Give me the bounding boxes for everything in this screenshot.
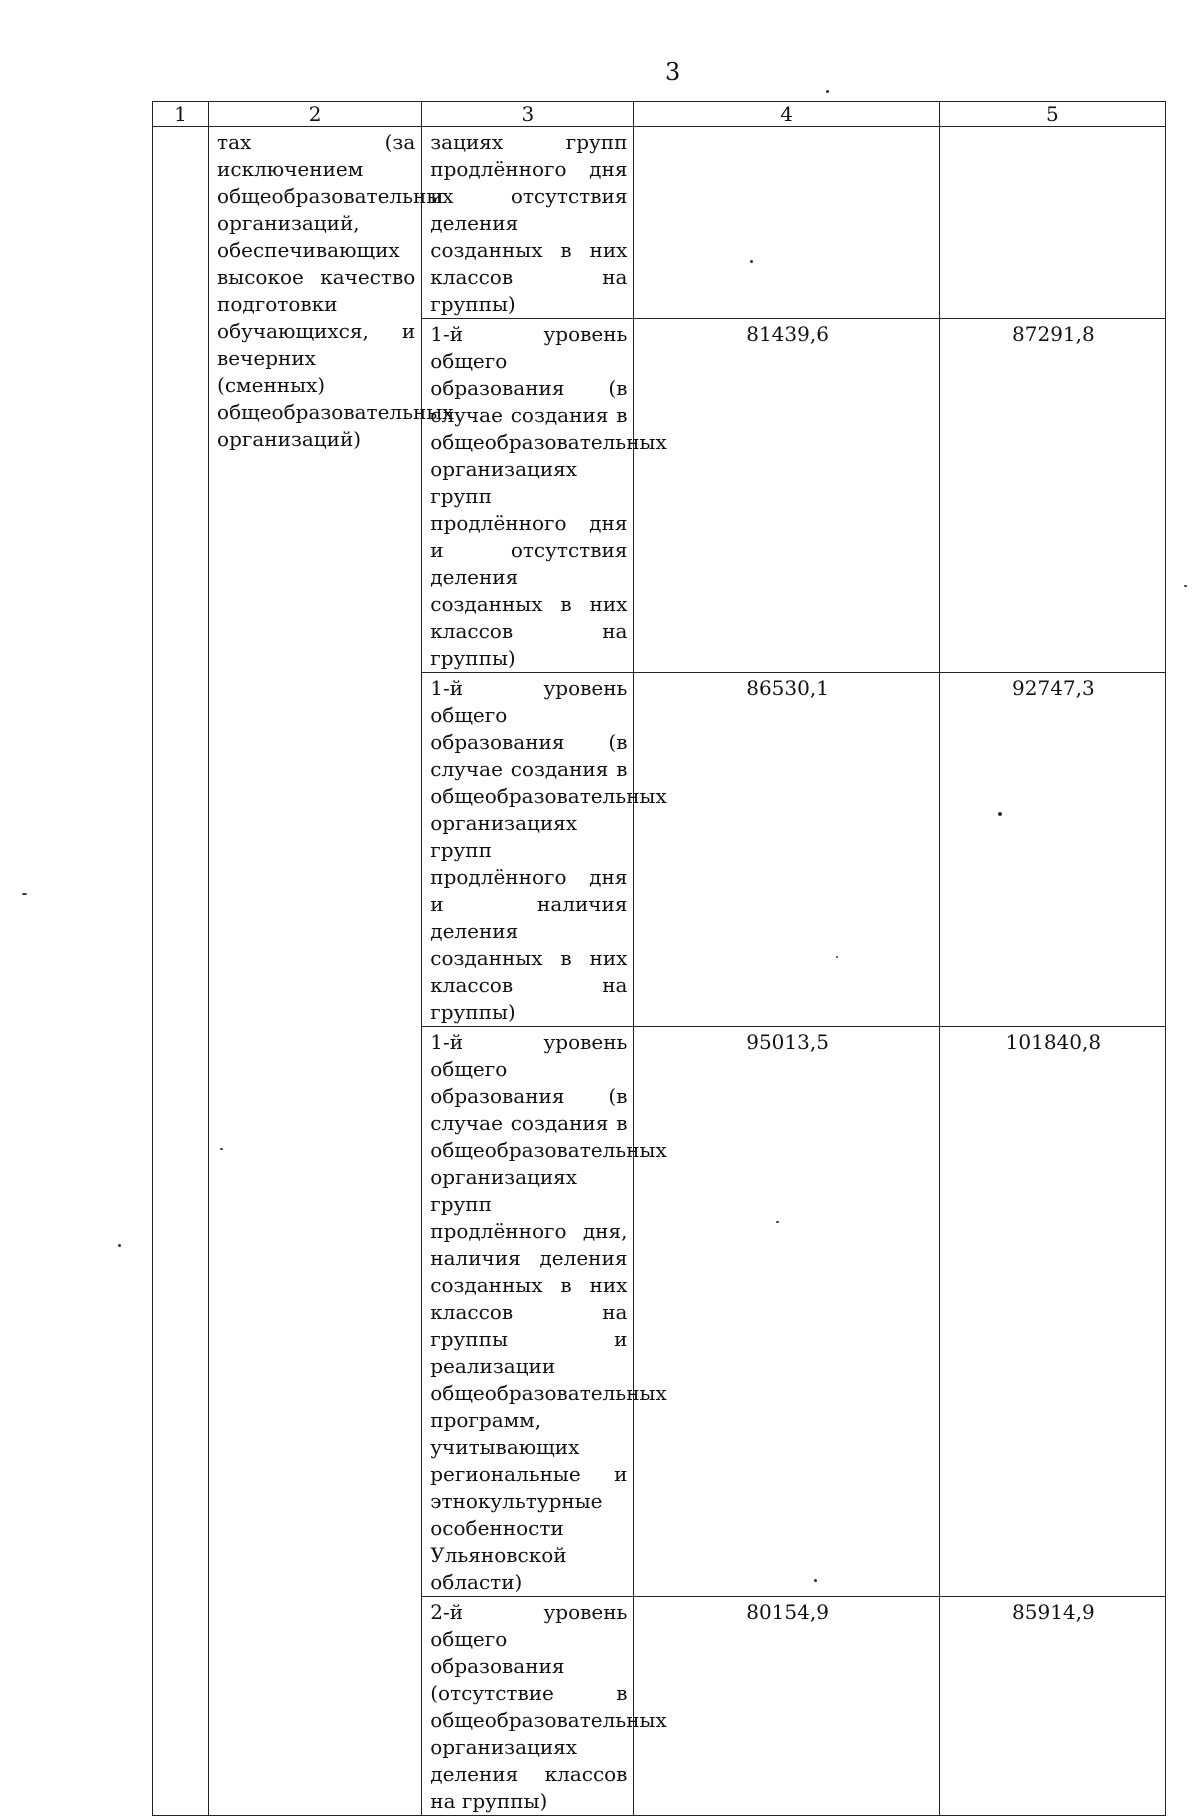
page-number: 3: [665, 58, 681, 86]
scan-speck: [22, 893, 27, 895]
header-col-1: 1: [153, 102, 209, 127]
value-col4: 86530,1: [634, 673, 939, 1027]
value-col5: [939, 127, 1165, 319]
value-col5: 92747,3: [939, 673, 1165, 1027]
scan-speck: [826, 90, 829, 93]
value-col5: 101840,8: [939, 1027, 1165, 1597]
scan-speck: [776, 1221, 779, 1223]
rates-table: [152, 101, 1166, 1816]
scan-speck: [118, 1244, 121, 1247]
scan-speck: [814, 1579, 817, 1582]
header-col-2: 2: [209, 102, 422, 127]
scan-speck: [1184, 585, 1187, 587]
level-description: 1-й уровень общего образования (в случае создания в общеобразовательных организациях групп продлённого дня и наличия деления созданных в них классов на группы): [422, 673, 634, 1027]
scan-speck: [998, 812, 1002, 816]
value-col4: 81439,6: [634, 319, 939, 673]
value-col4: 95013,5: [634, 1027, 939, 1597]
table-row: [153, 127, 1166, 319]
header-col-3: 3: [422, 102, 634, 127]
value-col4: 80154,9: [634, 1597, 939, 1816]
level-description: 1-й уровень общего образования (в случае создания в общеобразовательных организациях групп продлённого дня, наличия деления созданных в них классов на группы и реализации общеобразовательных программ, учитывающих региональные и этнокультурные особенности Ульяновской области): [422, 1027, 634, 1597]
level-description: зациях групп продлённого дня и отсутствия деления созданных в них классов на группы): [422, 127, 634, 319]
value-col4: [634, 127, 939, 319]
header-row: [153, 102, 1166, 127]
scan-speck: [836, 956, 838, 958]
col1-cell: [153, 127, 209, 1816]
scan-speck: [750, 260, 753, 263]
organization-type-cell: тах (за исключением общеобразовательных организаций, обеспечивающих высокое качество подготовки обучающихся, и вечерних (сменных) общеобразовательных организаций): [209, 127, 422, 1816]
header-col-4: 4: [634, 102, 939, 127]
header-col-5: 5: [939, 102, 1165, 127]
level-description: 1-й уровень общего образования (в случае создания в общеобразовательных организациях групп продлённого дня и отсутствия деления созданных в них классов на группы): [422, 319, 634, 673]
value-col5: 87291,8: [939, 319, 1165, 673]
scan-speck: [220, 1148, 223, 1150]
level-description: 2-й уровень общего образования (отсутствие в общеобразовательных организациях деления классов на группы): [422, 1597, 634, 1816]
value-col5: 85914,9: [939, 1597, 1165, 1816]
